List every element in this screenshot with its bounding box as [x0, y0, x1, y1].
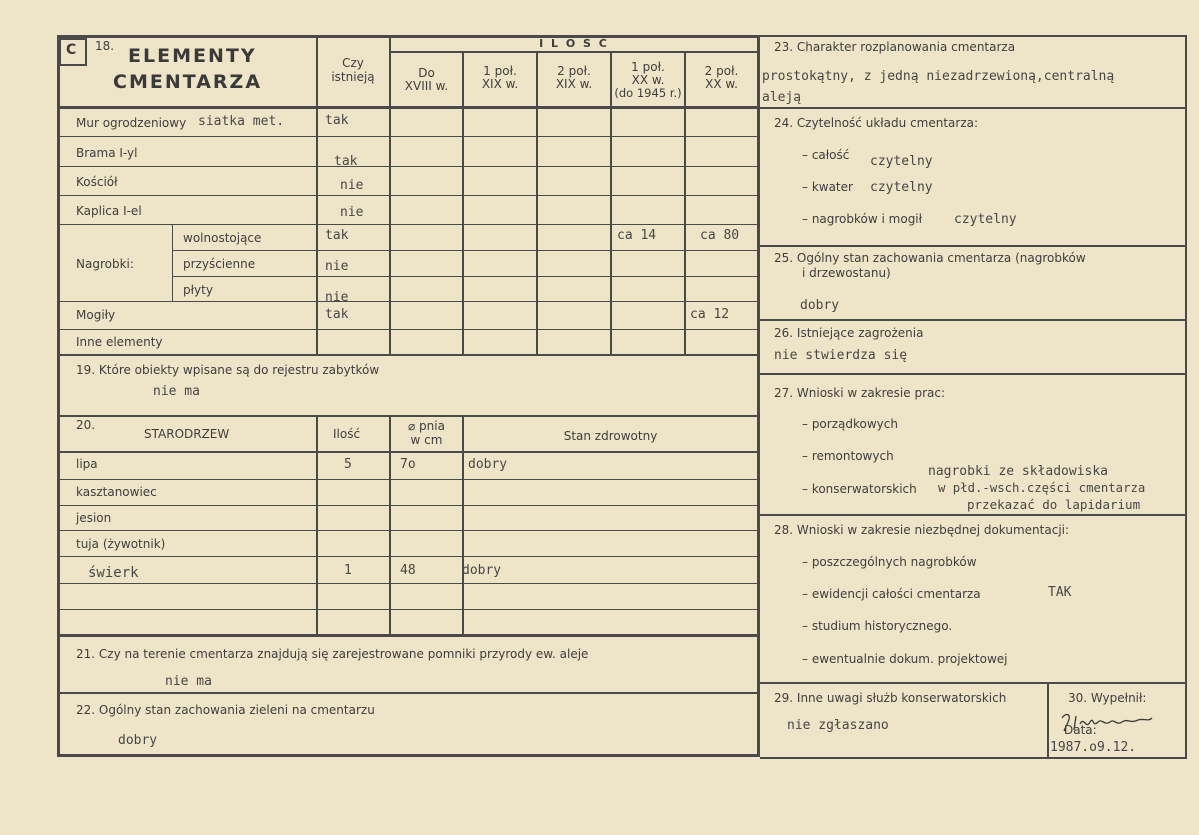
row-label-kaplica: Kaplica I-el [76, 204, 142, 218]
rule [58, 634, 758, 637]
row-note-mur: siatka met. [198, 114, 285, 129]
rule [172, 250, 758, 251]
period-header: XX w. [705, 77, 738, 91]
rule [760, 35, 1187, 37]
q28-item: – poszczególnych nagrobków [802, 555, 977, 569]
rule [1047, 683, 1049, 758]
rule [172, 276, 758, 277]
tree-diameter: 48 [400, 563, 416, 578]
period-header: XIX w. [555, 77, 593, 91]
row-label-brama: Brama I-yl [76, 146, 138, 160]
rule [58, 451, 758, 453]
q28-item: – ewidencji całości cmentarza [802, 587, 981, 601]
q24-answer: czytelny [870, 154, 933, 169]
q27-item: – remontowych [802, 449, 894, 463]
qty-mogily-2xx: ca 12 [690, 307, 730, 322]
exists-brama: tak [334, 154, 358, 169]
rule [58, 301, 758, 302]
rule [172, 225, 173, 301]
q24-item: – nagrobków i mogił [802, 212, 923, 226]
rule [58, 329, 758, 330]
q23-label: 23. Charakter rozplanowania cmentarza [774, 40, 1016, 54]
q29-answer: nie zgłaszano [787, 718, 889, 733]
rule [760, 373, 1186, 375]
exists-plyty: nie [325, 290, 349, 305]
q24-answer: czytelny [954, 212, 1017, 227]
section-letter: C [66, 42, 77, 58]
q20-col-health: Stan zdrowotny [563, 429, 658, 443]
q20-col-diameter-unit: w cm [410, 433, 443, 447]
rule [58, 195, 758, 196]
period-header: XX w. [631, 73, 665, 87]
q24-label: 24. Czytelność układu cmentarza: [774, 116, 979, 130]
period-header: XVIII w. [404, 79, 449, 93]
rule [58, 583, 758, 584]
exists-wolnostojace: tak [325, 228, 349, 243]
q28-item: – ewentualnie dokum. projektowej [802, 652, 1008, 666]
tree-diameter: 7o [400, 457, 416, 472]
tree-name: tuja (żywotnik) [76, 537, 166, 551]
q28-answer-ewidencja: TAK [1048, 585, 1072, 600]
rule [58, 479, 758, 480]
tree-name: kasztanowiec [76, 485, 157, 499]
rule [316, 417, 318, 636]
rule [760, 757, 1187, 759]
rule [536, 52, 538, 354]
rule [760, 514, 1186, 516]
rule [58, 136, 758, 137]
row-label-kosciol: Kościół [76, 175, 118, 189]
col-exists-header: Czy istnieją [331, 56, 375, 84]
rule [390, 51, 758, 53]
rule [58, 556, 758, 557]
period-header: 1 poł. [631, 60, 665, 74]
q20-title: STARODRZEW [144, 427, 230, 441]
rule [760, 682, 1186, 684]
period-header: 2 poł. [557, 64, 591, 78]
section-number: 18. [95, 39, 115, 53]
rule [58, 354, 758, 356]
q22-label: 22. Ogólny stan zachowania zieleni na cmentarzu [76, 703, 375, 717]
exists-przyscienne: nie [325, 259, 349, 274]
q23-answer-line2: aleją [762, 90, 802, 105]
exists-kosciol: nie [340, 178, 364, 193]
period-header: (do 1945 r.) [614, 86, 682, 100]
q23-answer-line1: prostokątny, z jedną niezadrzewioną,centralną [762, 69, 1115, 84]
rule [58, 505, 758, 506]
q20-number: 20. [76, 418, 96, 432]
row-label-wolnostojace: wolnostojące [183, 231, 262, 245]
rule [58, 166, 758, 167]
q24-answer: czytelny [870, 180, 933, 195]
period-header: XIX w. [481, 77, 519, 91]
qty-wolnostojace-2xx: ca 80 [700, 228, 740, 243]
row-label-inne: Inne elementy [76, 335, 163, 349]
q20-col-diameter: ⌀ pnia [408, 419, 445, 433]
rule [462, 52, 464, 354]
q30-date: 1987.o9.12. [1050, 740, 1137, 755]
rule [58, 224, 758, 225]
period-header: Do [418, 66, 435, 80]
tree-qty: 5 [344, 457, 352, 472]
tree-name: jesion [76, 511, 112, 525]
rule [760, 245, 1186, 247]
q30-date-label: Data: [1064, 723, 1097, 737]
row-label-nagrobki: Nagrobki: [76, 257, 134, 271]
q26-answer: nie stwierdza się [774, 348, 908, 363]
rule [58, 692, 758, 694]
rule [58, 415, 758, 417]
rule [757, 35, 760, 757]
q19-answer: nie ma [153, 384, 200, 399]
rule [58, 106, 758, 109]
q28-label: 28. Wnioski w zakresie niezbędnej dokumentacji: [774, 523, 1070, 537]
q24-item: – całość [802, 148, 850, 162]
q27-answer-line1: nagrobki ze składowiska [928, 464, 1109, 479]
tree-health: dobry [468, 457, 508, 472]
row-label-przyscienne: przyścienne [183, 257, 256, 271]
period-header: 2 poł. [704, 64, 739, 78]
q21-answer: nie ma [165, 674, 212, 689]
tree-name: świerk [88, 565, 139, 581]
elements-title-line1: ELEMENTY [128, 45, 257, 67]
exists-mogily: tak [325, 307, 349, 322]
rule [760, 107, 1186, 109]
q21-label: 21. Czy na terenie cmentarza znajdują się zarejestrowane pomniki przyrody ew. aleje [76, 647, 589, 661]
q25-answer: dobry [800, 298, 840, 313]
q19-label: 19. Które obiekty wpisane są do rejestru zabytków [76, 363, 380, 377]
q25-label-line2: i drzewostanu) [802, 266, 891, 280]
q28-item: – studium historycznego. [802, 619, 953, 633]
q27-answer-line3: przekazać do lapidarium [967, 497, 1141, 512]
q27-item: – porządkowych [802, 417, 898, 431]
qty-wolnostojace-1945: ca 14 [617, 228, 657, 243]
row-label-plyty: płyty [183, 283, 213, 297]
rule [462, 417, 464, 636]
q25-label: 25. Ogólny stan zachowania cmentarza (nagrobków [774, 251, 1086, 265]
exists-mur: tak [325, 113, 349, 128]
tree-health: dobry [462, 563, 502, 578]
row-label-mur: Mur ogrodzeniowy [76, 116, 187, 130]
q24-item: – kwater [802, 180, 853, 194]
q30-label: 30. Wypełnił: [1068, 691, 1147, 705]
rule [1185, 35, 1187, 759]
tree-name: lipa [76, 457, 98, 471]
row-label-mogily: Mogiły [76, 308, 116, 322]
q26-label: 26. Istniejące zagrożenia [774, 326, 924, 340]
rule [57, 754, 760, 757]
rule [58, 609, 758, 610]
rule [58, 530, 758, 531]
tree-qty: 1 [344, 563, 352, 578]
rule [389, 417, 391, 636]
q27-answer-line2: w płd.-wsch.części cmentarza [938, 481, 1146, 495]
q22-answer: dobry [118, 733, 158, 748]
elements-title-line2: CMENTARZA [113, 71, 263, 93]
q27-label: 27. Wnioski w zakresie prac: [774, 386, 946, 400]
period-header: 1 poł. [483, 64, 517, 78]
q27-item: – konserwatorskich [802, 482, 917, 496]
rule [760, 319, 1186, 321]
exists-kaplica: nie [340, 205, 364, 220]
q29-label: 29. Inne uwagi służb konserwatorskich [774, 691, 1007, 705]
q20-col-qty: Ilość [333, 427, 361, 441]
rule [57, 35, 60, 756]
ilosc-header: I L O Ś Ć [539, 37, 609, 50]
